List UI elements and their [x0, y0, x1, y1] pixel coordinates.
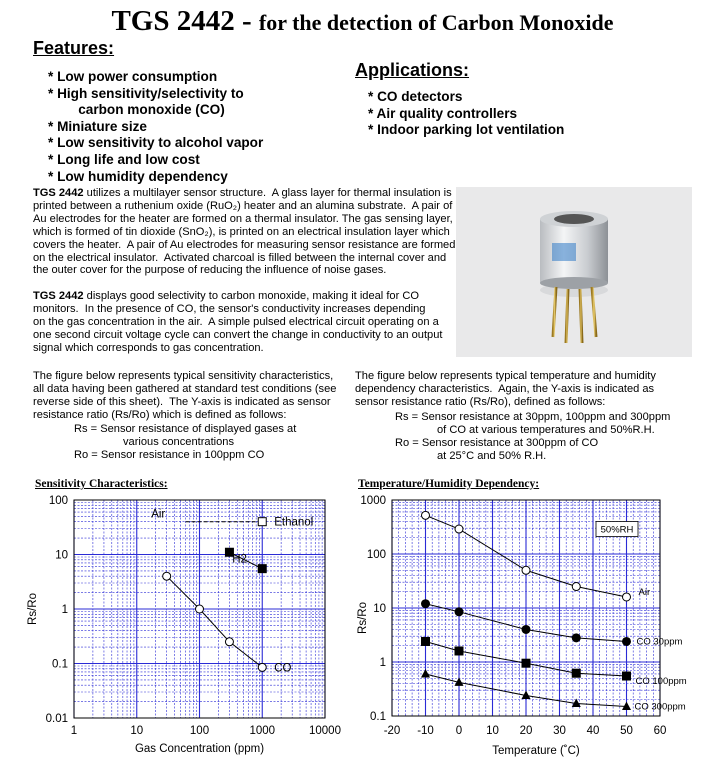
- x-tick-label: 100: [189, 725, 210, 737]
- temperature-def-ro: Ro = Sensor resistance at 300ppm of CO: [395, 437, 599, 449]
- data-point: [196, 605, 204, 613]
- x-tick-label: 50: [620, 725, 633, 737]
- x-tick-label: 10000: [309, 725, 341, 737]
- applications-heading: [355, 60, 469, 81]
- y-axis-label: Rs/Ro: [27, 593, 39, 625]
- paragraph-line: The figure below represents typical temperature and humidity: [355, 370, 656, 382]
- data-point: [572, 633, 581, 642]
- y-axis-label: Rs/Ro: [357, 602, 369, 634]
- y-tick-label: 0.1: [370, 711, 386, 723]
- y-tick-label: 0.1: [52, 658, 68, 671]
- applications-heading-text: Applications: [355, 60, 464, 80]
- series-label-h2: H2: [232, 553, 247, 566]
- data-point: [622, 637, 631, 646]
- series-line: [167, 576, 263, 667]
- x-tick-label: 10: [486, 725, 499, 737]
- x-tick-label: -20: [383, 725, 401, 737]
- sensitivity-chart: [0, 490, 362, 767]
- paragraph-line: one second circuit voltage cycle can convert the change in conductivity to an output: [33, 328, 443, 341]
- x-tick-label: 40: [586, 725, 600, 737]
- y-tick-label: 10: [373, 603, 386, 615]
- sensitivity-description: [33, 370, 351, 422]
- paragraph-line: reverse side of this sheet). The Y-axis is indicated as sensor: [33, 395, 331, 408]
- x-tick-label: 30: [553, 725, 566, 737]
- data-point: [455, 607, 464, 616]
- sensor-illustration: [456, 187, 692, 357]
- y-tick-label: 100: [48, 495, 68, 507]
- series-label-co100: CO 100ppm: [635, 676, 687, 688]
- application-item: * Indoor parking lot ventilation: [368, 122, 565, 138]
- paragraph-line: all data having been gathered at standard test conditions (see: [33, 382, 337, 395]
- applications-heading-colon: :: [463, 60, 470, 80]
- features-heading-text: Features: [33, 38, 109, 58]
- product-model: TGS 2442: [111, 5, 235, 37]
- description-paragraph-1: [33, 187, 456, 277]
- data-point: [258, 564, 267, 573]
- data-point: [455, 646, 464, 655]
- temperature-def-rs-cont: of CO at various temperatures and 50%R.H.: [437, 424, 655, 436]
- product-name: TGS 2442: [33, 187, 84, 199]
- data-point: [623, 593, 631, 601]
- temperature-def-rs: Rs = Sensor resistance at 30ppm, 100ppm and 300ppm: [395, 411, 671, 423]
- x-axis-label: Gas Concentration (ppm): [134, 743, 265, 755]
- feature-item: * High sensitivity/selectivity to: [48, 85, 244, 101]
- x-tick-label: -10: [417, 725, 434, 737]
- paragraph-line: on the electrical insulator. Activated charcoal is filled between the internal cover and: [33, 251, 447, 264]
- paragraph-line: the outer cover for the purpose of reducing the influence of noise gases.: [33, 264, 387, 277]
- feature-item: * Long life and low cost: [48, 151, 200, 167]
- title-dash: -: [234, 5, 259, 37]
- data-point: [163, 572, 171, 580]
- paragraph-line: on the gas concentration in the air. A simple pulsed electrical circuit operating on a: [33, 315, 439, 328]
- series-label-co: CO: [274, 662, 292, 675]
- paragraph-line: resistance ratio (Rs/Ro) which is defined as follows:: [33, 408, 287, 421]
- sensitivity-def-rs-cont: various concentrations: [123, 436, 234, 448]
- paragraph-line: sensor resistance ratio (Rs/Ro), defined as follows:: [355, 395, 606, 408]
- sensitivity-def-ro: Ro = Sensor resistance in 100ppm CO: [74, 449, 265, 461]
- series-label-air: Air: [151, 508, 166, 521]
- annotation-label: 50%RH: [600, 524, 634, 536]
- paragraph-line: dependency characteristics. Again, the Y-axis is indicated as: [355, 382, 655, 395]
- paragraph-line: Au electrodes for the heater are formed on a thermal insulator. The gas sensing layer,: [33, 212, 453, 225]
- paragraph-line: TGS 2442 utilizes a multilayer sensor structure. A glass layer for thermal insulation is: [33, 187, 452, 199]
- temperature-description: [355, 370, 685, 409]
- paragraph-line: covers the heater. A pair of Au electrodes for measuring sensor resistance are formed: [33, 238, 456, 251]
- paragraph-line: monitors. In the presence of CO, the sensor's conductivity increases depending: [33, 302, 426, 315]
- data-point: [455, 525, 463, 533]
- feature-item: * Low humidity dependency: [48, 168, 228, 184]
- y-tick-label: 10: [55, 549, 68, 562]
- data-point: [225, 638, 233, 646]
- page-title: [0, 5, 725, 38]
- product-name: TGS 2442: [33, 290, 84, 302]
- series-label-co30: CO 30ppm: [636, 636, 683, 648]
- sensitivity-chart-title: Sensitivity Characteristics:: [35, 478, 168, 490]
- data-point: [421, 637, 430, 646]
- features-heading-colon: :: [108, 38, 115, 58]
- feature-item: * Miniature size: [48, 118, 147, 134]
- y-tick-label: 1: [61, 604, 68, 616]
- feature-item: * Low power consumption: [48, 69, 218, 84]
- paragraph-line: signal which corresponds to gas concentration.: [33, 341, 264, 354]
- data-point: [622, 701, 631, 710]
- data-point: [522, 659, 531, 668]
- feature-item: * Low sensitivity to alcohol vapor: [48, 135, 264, 151]
- x-tick-label: 0: [455, 725, 463, 737]
- sensor-photo: [456, 187, 692, 357]
- y-tick-label: 0.01: [45, 713, 68, 725]
- x-tick-label: 10: [130, 725, 144, 737]
- data-point: [622, 672, 631, 681]
- data-point: [258, 663, 266, 671]
- temperature-def-ro-cont: at 25°C and 50% R.H.: [437, 450, 547, 462]
- sensitivity-def-rs: Rs = Sensor resistance of displayed gases at: [74, 423, 297, 435]
- applications-list: [368, 89, 564, 139]
- data-point: [522, 566, 530, 574]
- data-point: [522, 625, 531, 634]
- data-point: [258, 518, 266, 526]
- features-list: [48, 69, 263, 185]
- series-label-ethanol: Ethanol: [274, 516, 314, 529]
- temperature-chart-title: Temperature/Humidity Dependency:: [358, 478, 540, 490]
- title-subtitle: for the detection of Carbon Monoxide: [258, 10, 614, 35]
- paragraph-line: which is formed of tin dioxide (SnO₂), is printed on an electrical insulation layer which: [33, 225, 450, 238]
- feature-item: carbon monoxide (CO): [48, 102, 225, 118]
- features-heading: [33, 38, 114, 59]
- temperature-chart: [357, 490, 725, 767]
- paragraph-line: printed between a ruthenium oxide (RuO₂) heater and an alumina substrate. A pair of: [33, 199, 453, 212]
- x-tick-label: 1000: [249, 725, 276, 737]
- x-tick-label: 60: [653, 725, 667, 737]
- y-tick-label: 1000: [360, 495, 386, 507]
- data-point: [572, 669, 581, 678]
- data-point: [421, 599, 430, 608]
- y-tick-label: 1: [379, 657, 386, 669]
- application-item: * Air quality controllers: [368, 105, 518, 121]
- x-tick-label: 20: [519, 725, 533, 737]
- y-tick-label: 100: [366, 549, 386, 561]
- x-tick-label: 1: [70, 725, 78, 737]
- paragraph-line: The figure below represents typical sensitivity characteristics,: [33, 370, 334, 382]
- data-point: [422, 511, 430, 519]
- series-label-co300: CO 300ppm: [634, 701, 686, 713]
- x-axis-label: Temperature (˚C): [492, 745, 580, 757]
- data-point: [572, 583, 580, 591]
- description-paragraph-2: [33, 290, 453, 355]
- paragraph-line: TGS 2442 displays good selectivity to carbon monoxide, making it ideal for CO: [33, 290, 420, 302]
- application-item: * CO detectors: [368, 89, 463, 104]
- series-label-air: Air: [638, 586, 651, 598]
